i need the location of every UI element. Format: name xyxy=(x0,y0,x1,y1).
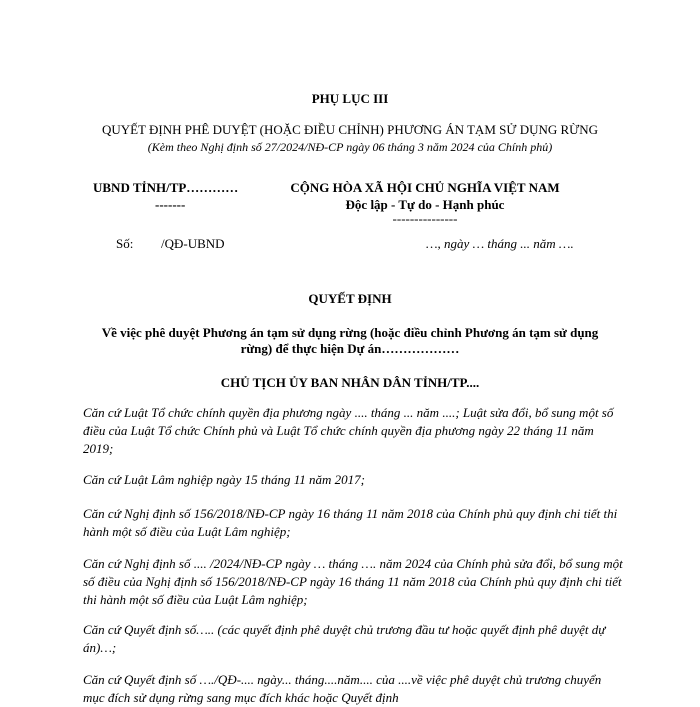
legal-basis-1: Căn cứ Luật Tổ chức chính quyền địa phương ngày .... tháng ... năm ....; Luật sửa đổi, bổ sung một số điều của Luật Tổ chức Chính phủ và Luật Tổ chức chính quyền địa phương ngày 22 tháng 11 năm 2019; xyxy=(83,405,614,456)
decision-heading: QUYẾT ĐỊNH xyxy=(308,291,392,306)
legal-basis-2: Căn cứ Luật Lâm nghiệp ngày 15 tháng 11 năm 2017; xyxy=(83,472,366,487)
left-divider: ------- xyxy=(155,197,186,212)
authority-heading: CHỦ TỊCH ỦY BAN NHÂN DÂN TỈNH/TP.... xyxy=(220,375,480,390)
national-motto: Độc lập - Tự do - Hạnh phúc xyxy=(345,197,505,212)
legal-basis-6: Căn cứ Quyết định số …./QĐ-.... ngày... tháng....năm.... của ....về việc phê duyệt chủ trương chuyển mục đích sử dụng rừng sang mục đích khác hoặc Quyết định xyxy=(83,672,602,705)
appendix-title: PHỤ LỤC III xyxy=(311,91,389,106)
legal-basis-5: Căn cứ Quyết định số….. (các quyết định phê duyệt chủ trương đầu tư hoặc quyết định phê duyệt dự án)…; xyxy=(83,622,606,655)
document-number-label: Số: xyxy=(116,236,134,251)
right-divider: --------------- xyxy=(392,211,458,226)
legal-basis-4: Căn cứ Nghị định số .... /2024/NĐ-CP ngày … tháng …. năm 2024 của Chính phủ sửa đổi, bổ sung một số điều của Nghị định số 156/2018/NĐ-CP ngày 16 tháng 11 năm 2018 của Chính phủ quy định chi tiết thi hành một số điều của Luật Lâm nghiệp; xyxy=(83,556,623,607)
document-number: /QĐ-UBND xyxy=(161,236,225,251)
place-and-date: …, ngày … tháng ... năm …. xyxy=(426,236,574,251)
issuing-authority: UBND TỈNH/TP………… xyxy=(93,180,239,195)
national-title: CỘNG HÒA XÃ HỘI CHỦ NGHĨA VIỆT NAM xyxy=(290,180,560,195)
legal-basis-3: Căn cứ Nghị định số 156/2018/NĐ-CP ngày 16 tháng 11 năm 2018 của Chính phủ quy định chi tiết thi hành một số điều của Luật Lâm nghiệp; xyxy=(83,506,618,539)
subject-line-1: Về việc phê duyệt Phương án tạm sử dụng rừng (hoặc điều chỉnh Phương án tạm sử dụng xyxy=(101,325,599,340)
form-title: QUYẾT ĐỊNH PHÊ DUYỆT (HOẶC ĐIỀU CHỈNH) PHƯƠNG ÁN TẠM SỬ DỤNG RỪNG xyxy=(101,122,599,137)
form-subtitle: (Kèm theo Nghị định số 27/2024/NĐ-CP ngày 06 tháng 3 năm 2024 của Chính phủ) xyxy=(147,140,553,154)
subject-line-2: rừng) để thực hiện Dự án……………… xyxy=(240,341,460,356)
